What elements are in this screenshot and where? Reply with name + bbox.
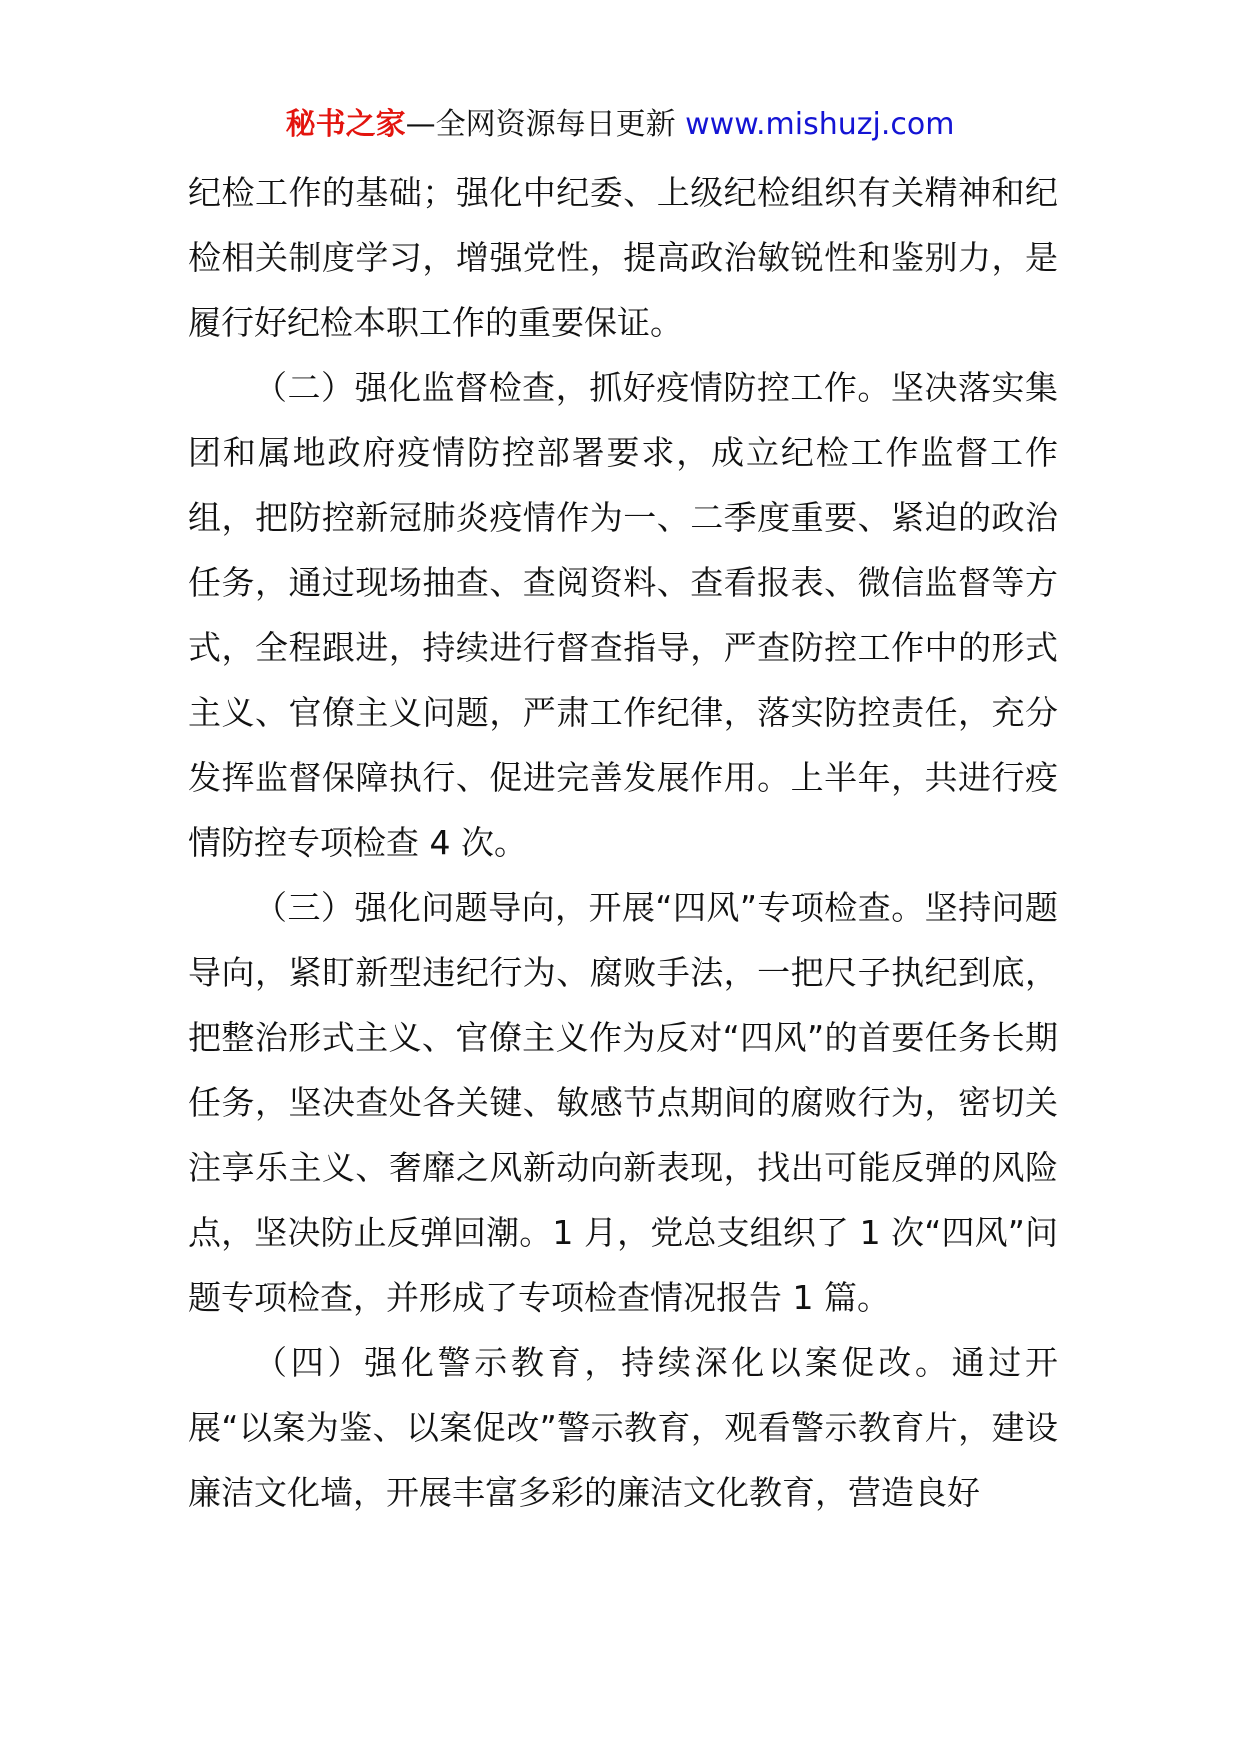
header-brand: 秘书之家: [285, 107, 406, 142]
header-site-link[interactable]: www.mishuzj.com: [685, 107, 955, 142]
document-body: [188, 160, 1058, 1525]
paragraph-section-2: （二）强化监督检查，抓好疫情防控工作。坚决落实集团和属地政府疫情防控部署要求，成立纪检工作监督工作组，把防控新冠肺炎疫情作为一、二季度重要、紧迫的政治任务，通过现场抽查、查阅资料、查看报表、微信监督等方式，全程跟进，持续进行督查指导，严查防控工作中的形式主义、官僚主义问题，严肃工作纪律，落实防控责任，充分发挥监督保障执行、促进完善发展作用。上半年，共进行疫情防控专项检查 4 次。: [188, 368, 1058, 862]
header-tagline: —全网资源每日更新: [405, 107, 686, 142]
page-header: [0, 100, 1240, 150]
paragraph-continuation: 纪检工作的基础；强化中纪委、上级纪检组织有关精神和纪检相关制度学习，增强党性，提高政治敏锐性和鉴别力，是履行好纪检本职工作的重要保证。: [188, 173, 1058, 342]
paragraph-section-4: （四）强化警示教育，持续深化以案促改。通过开展“以案为鉴、以案促改”警示教育，观看警示教育片，建设廉洁文化墙，开展丰富多彩的廉洁文化教育，营造良好: [188, 1343, 1058, 1512]
paragraph-section-3: （三）强化问题导向，开展“四风”专项检查。坚持问题导向，紧盯新型违纪行为、腐败手法，一把尺子执纪到底，把整治形式主义、官僚主义作为反对“四风”的首要任务长期任务，坚决查处各关键、敏感节点期间的腐败行为，密切关注享乐主义、奢靡之风新动向新表现，找出可能反弹的风险点，坚决防止反弹回潮。1 月，党总支组织了 1 次“四风”问题专项检查，并形成了专项检查情况报告 1 篇。: [188, 888, 1058, 1317]
